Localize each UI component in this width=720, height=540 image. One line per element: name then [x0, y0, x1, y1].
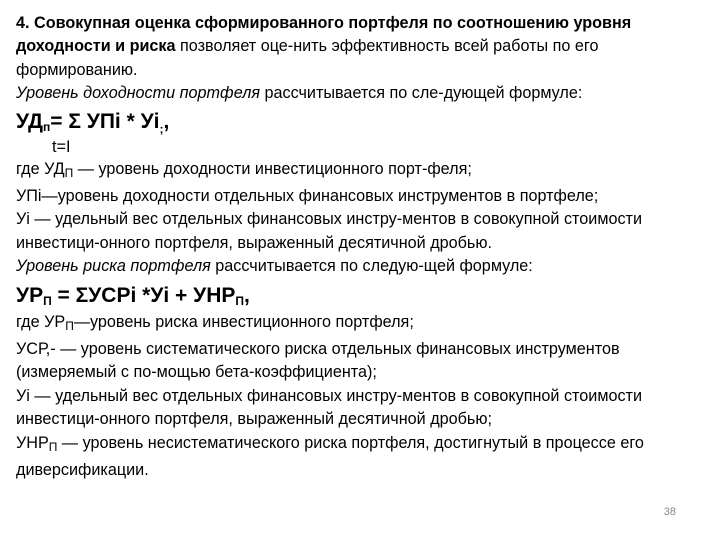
- definition-term: УНР: [16, 433, 49, 452]
- risk-formula-rhs: = ΣУСРі *Уі + УНР: [51, 283, 236, 307]
- definition-item: [16, 311, 708, 338]
- definition-text: — уровень систематического риска отдельных финансовых инструментов (измеряемый с по-мощью бета-коэффициента);: [16, 340, 620, 382]
- definition-term-sub: П: [48, 439, 58, 454]
- yield-intro: [16, 82, 708, 105]
- definition-term-sub: П: [65, 318, 74, 333]
- definition-text: — уровень несистематического риска портфеля, достигнутый в процессе его диверсификации.: [16, 433, 644, 480]
- definition-term: где УР: [16, 312, 66, 331]
- definition-term: Уі: [16, 210, 30, 229]
- definition-item: [16, 158, 708, 185]
- definition-term-sub: П: [64, 165, 74, 180]
- definition-term: УПі: [16, 187, 42, 206]
- definition-item: [16, 185, 708, 208]
- yield-formula-lhs: УД: [16, 109, 43, 133]
- slide-content: [16, 12, 708, 483]
- definition-item: [16, 385, 708, 432]
- intro-paragraph: [16, 12, 708, 82]
- yield-formula-tail: ,: [163, 109, 170, 133]
- definition-text: —уровень риска инвестиционного портфеля;: [73, 312, 414, 331]
- risk-formula-rhs-sub: П: [235, 293, 245, 308]
- risk-intro-italic: Уровень риска портфеля: [16, 257, 211, 276]
- risk-intro: [16, 255, 708, 278]
- definition-text: — уровень доходности инвестиционного порт-феля;: [73, 159, 472, 178]
- yield-intro-italic: Уровень доходности портфеля: [16, 84, 260, 103]
- definition-item: [16, 432, 708, 483]
- risk-formula-tail: ,: [244, 283, 250, 307]
- yield-formula-limit: t=I: [52, 137, 71, 156]
- definition-item: [16, 208, 708, 255]
- yield-formula-rhs: = Σ УПі * Уі: [50, 109, 160, 133]
- definition-text: — удельный вес отдельных финансовых инстру-ментов в совокупной стоимости инвестици-онного портфеля, выраженный десятичной дробью.: [16, 210, 643, 252]
- yield-definitions: [16, 158, 708, 256]
- definition-text: — удельный вес отдельных финансовых инстру-ментов в совокупной стоимости инвестици-онного портфеля, выраженный десятичной дробью;: [16, 386, 643, 429]
- risk-formula-lhs-sub: П: [43, 293, 52, 308]
- yield-formula: [16, 108, 708, 136]
- yield-formula-rhs-sub: ;: [159, 121, 164, 136]
- definition-item: [16, 338, 708, 385]
- definition-text: —уровень доходности отдельных финансовых инструментов в портфеле;: [41, 187, 599, 206]
- intro-rest-text: позволяет оце-нить эффективность всей работы по его формированию.: [16, 37, 599, 79]
- intro-bold-text: 4. Совокупная оценка сформированного портфеля по соотношению уровня доходности и риска: [16, 14, 632, 56]
- yield-formula-lhs-sub: п: [42, 119, 51, 134]
- definition-term: Уі: [16, 386, 30, 405]
- risk-formula-lhs: УР: [16, 283, 44, 307]
- risk-definitions: [16, 311, 708, 483]
- definition-term: где УД: [16, 159, 65, 178]
- risk-formula: [16, 281, 708, 311]
- risk-intro-rest: рассчитывается по следую-щей формуле:: [210, 257, 533, 276]
- yield-intro-rest: рассчитывается по сле-дующей формуле:: [259, 84, 583, 103]
- page-number: 38: [663, 506, 676, 518]
- definition-term: УСР,-: [16, 340, 56, 359]
